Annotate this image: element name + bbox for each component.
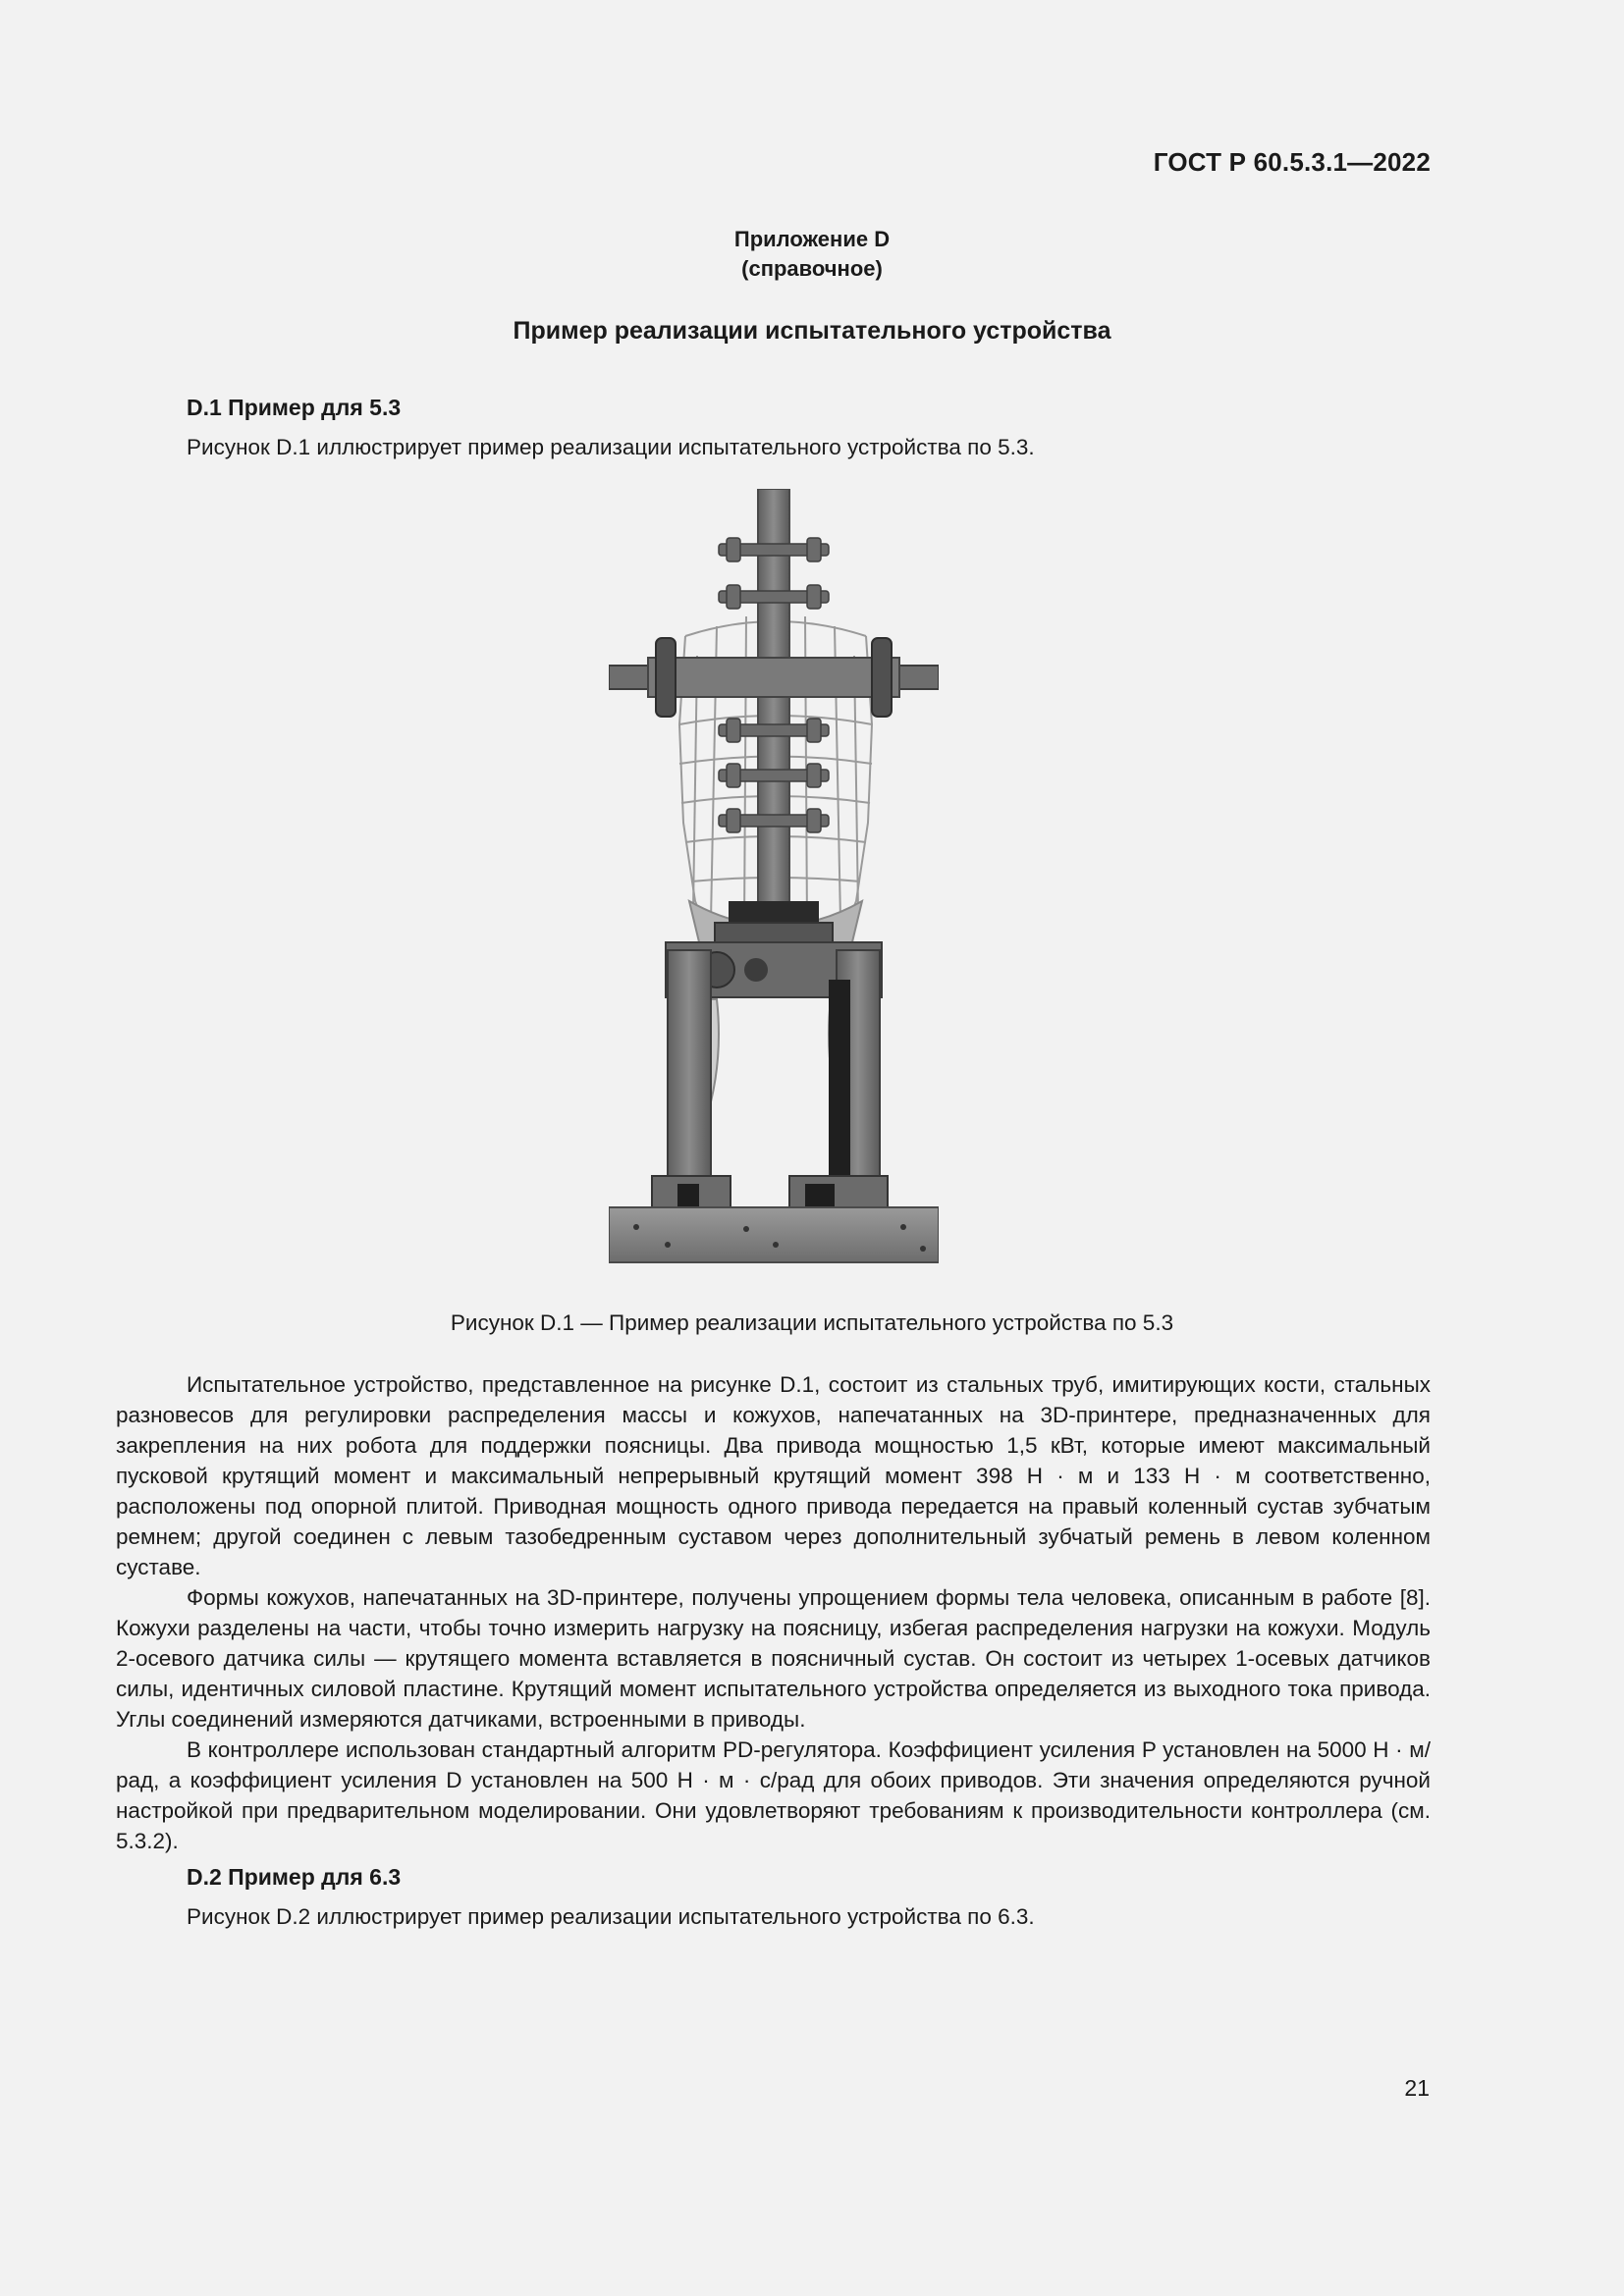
left-shoulder-disc	[656, 638, 676, 717]
annex-label: Приложение D	[733, 227, 891, 251]
section-d1-heading: D.1 Пример для 5.3	[187, 395, 402, 420]
section-d1-intro: Рисунок D.1 иллюстрирует пример реализации испытательного устройства по 5.3.	[187, 435, 1035, 459]
section-d2-heading: D.2 Пример для 6.3	[187, 1864, 402, 1890]
section-d2-intro: Рисунок D.2 иллюстрирует пример реализации испытательного устройства по 6.3.	[187, 1904, 1035, 1929]
paragraph-2: Формы кожухов, напечатанных на 3D-принтере, получены упрощением формы тела человека, описанным в работе [8]. Кожухи разделены на части, чтобы точно измерить нагрузку на поясницу, избегая распределения нагрузки на кожухи. Модуль 2-осевого датчика силы — крутящего момента вставляется в поясничный сустав. Он состоит из четырех 1-осевых датчиков силы, идентичных силовой пластине. Крутящий момент испытательного устройства определяется из выходного тока привода. Углы соединений измеряются датчиками, встроенными в приводы.	[116, 1585, 1431, 1732]
figure-d1-caption: Рисунок D.1 — Пример реализации испытательного устройства по 5.3	[450, 1310, 1174, 1335]
page-number: 21	[1404, 2075, 1430, 2101]
paragraph-1: Испытательное устройство, представленное на рисунке D.1, состоит из стальных труб, имитирующих кости, стальных разновесов для регулировки распределения массы и кожухов, напечатанных на 3D-принтере, предназначенных для закрепления на них робота для поддержки поясницы. Два привода мощностью 1,5 кВт, которые имеют максимальный пусковой крутящий момент и максимальный непрерывный крутящий момент 398 Н · м и 133 Н · м соответственно, расположены под опорной плитой. Приводная мощность одного привода передается на правый коленный сустав зубчатым ремнем; другой соединен с левым тазобедренным суставом через дополнительный зубчатый ремень в левом коленном суставе.	[116, 1372, 1431, 1579]
figure-d1-test-rig	[609, 489, 939, 1274]
annex-header	[0, 225, 1624, 284]
base-plate	[609, 1207, 939, 1262]
right-shoulder-disc	[872, 638, 892, 717]
annex-title: Пример реализации испытательного устройства	[513, 317, 1111, 345]
lumbar-joint	[729, 901, 819, 923]
body-text	[116, 1369, 1431, 1856]
left-leg	[668, 950, 711, 1186]
annex-type: (справочное)	[741, 256, 883, 281]
document-code: ГОСТ Р 60.5.3.1—2022	[1153, 147, 1431, 177]
paragraph-3: В контроллере использован стандартный алгоритм PD-регулятора. Коэффициент усиления P установлен на 5000 Н · м/рад, а коэффициент усиления D установлен на 500 Н · м · с/рад для обоих приводов. Эти значения определяются ручной настройкой при предварительном моделировании. Они удовлетворяют требованиям к производительности контроллера (см. 5.3.2).	[116, 1737, 1431, 1853]
test-rig-illustration	[609, 489, 939, 1274]
